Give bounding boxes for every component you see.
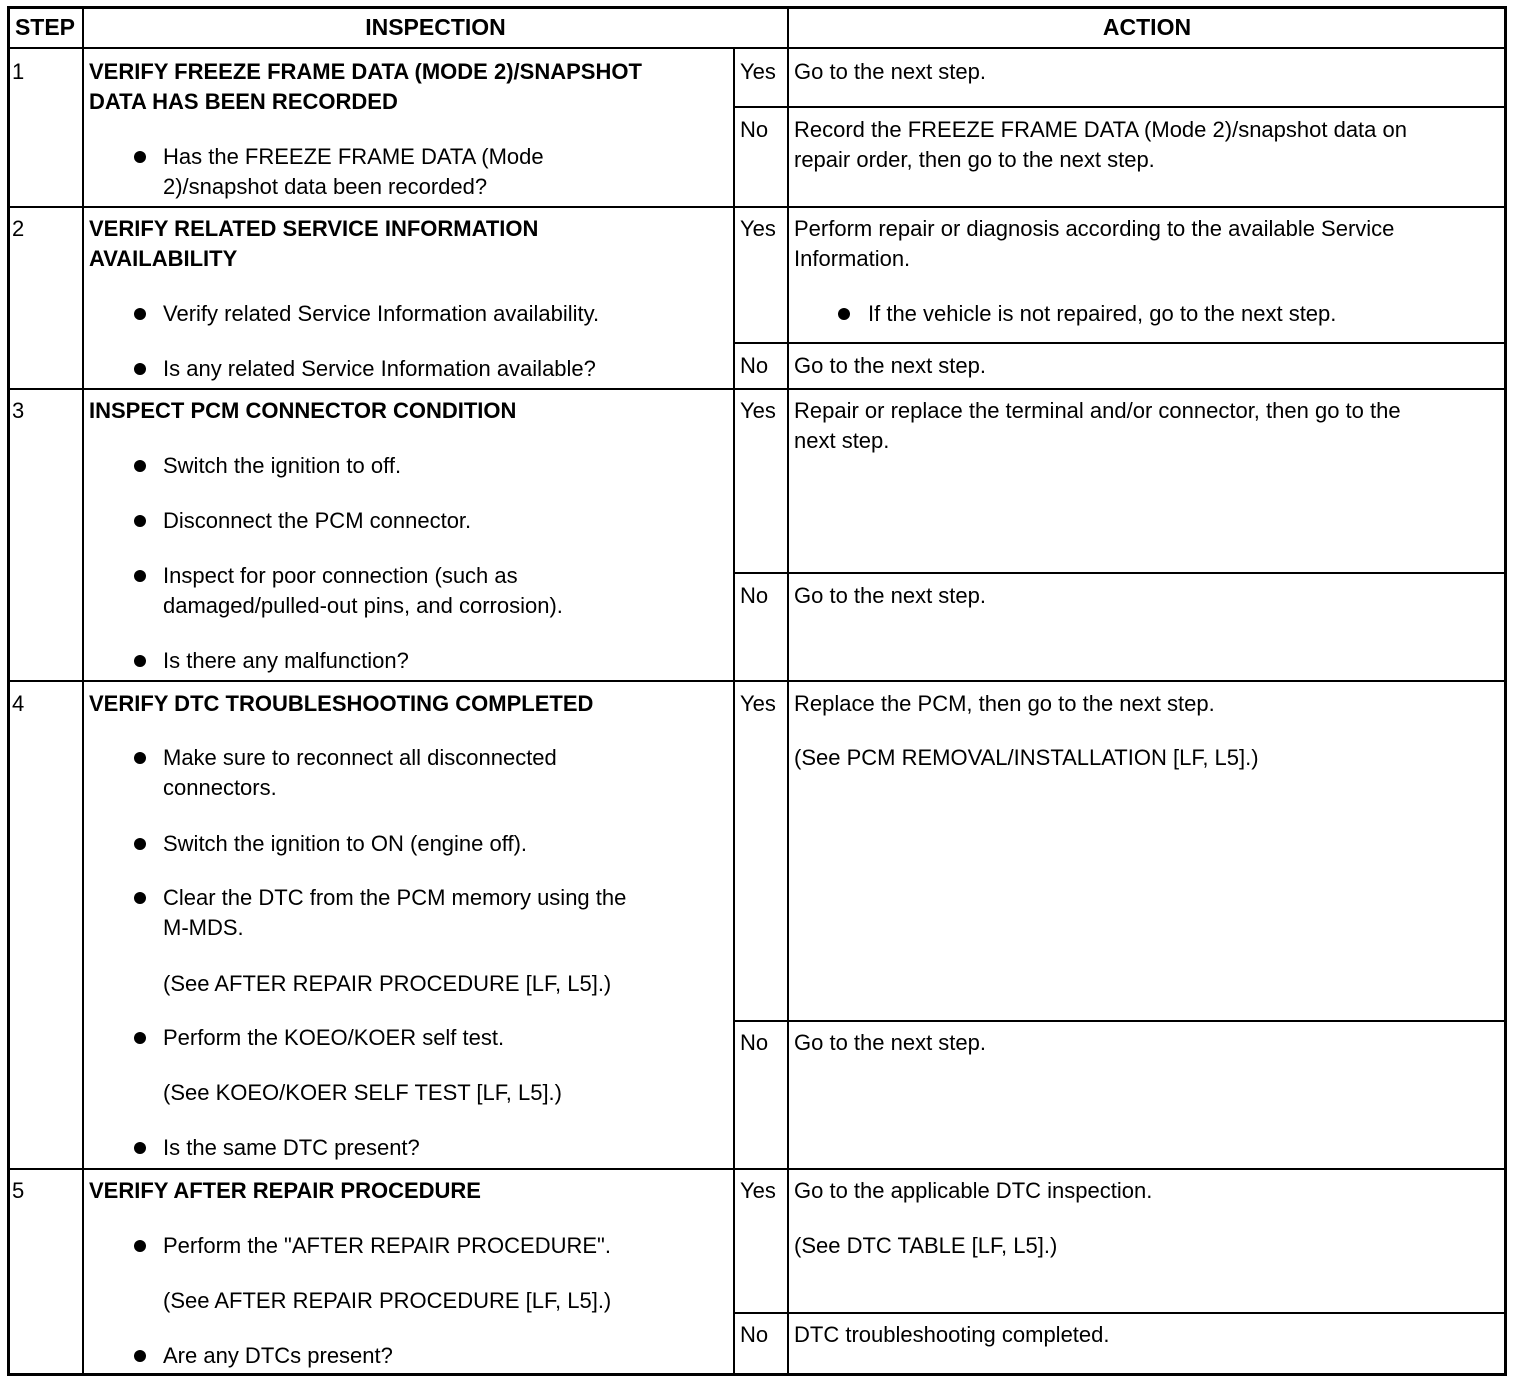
inspection-item: Disconnect the PCM connector. [163, 508, 472, 533]
inspection-item: Is there any malfunction? [163, 648, 409, 673]
step-number: 2 [12, 216, 25, 241]
bullet-icon [134, 151, 146, 163]
bullet-icon [134, 752, 146, 764]
no-action: Record the FREEZE FRAME DATA (Mode 2)/snapshot data on [794, 117, 1407, 142]
yes-action: Go to the next step. [794, 59, 987, 84]
header-inspection: INSPECTION [365, 14, 506, 40]
no-action: Go to the next step. [794, 583, 987, 608]
yes-label: Yes [740, 59, 776, 84]
inspection-item: damaged/pulled-out pins, and corrosion). [163, 593, 563, 618]
yes-action-reference: (See DTC TABLE [LF, L5].) [794, 1233, 1058, 1258]
step-title: VERIFY AFTER REPAIR PROCEDURE [89, 1178, 481, 1203]
yesno-divider-2 [734, 342, 1506, 344]
row-divider-1 [8, 206, 1506, 208]
no-action: repair order, then go to the next step. [794, 147, 1155, 172]
bullet-icon [134, 460, 146, 472]
bullet-icon [134, 308, 146, 320]
inspection-item: Has the FREEZE FRAME DATA (Mode [163, 144, 544, 169]
header-step: STEP [14, 14, 76, 40]
inspection-item: 2)/snapshot data been recorded? [163, 174, 488, 199]
step-title: AVAILABILITY [89, 246, 238, 271]
no-action: DTC troubleshooting completed. [794, 1322, 1110, 1347]
yesno-divider-3 [734, 572, 1506, 574]
step-title: VERIFY DTC TROUBLESHOOTING COMPLETED [89, 691, 594, 716]
inspection-item: M-MDS. [163, 915, 244, 940]
inspection-reference: (See AFTER REPAIR PROCEDURE [LF, L5].) [163, 1288, 612, 1313]
row-divider-3 [8, 680, 1506, 682]
yes-action: Perform repair or diagnosis according to the available Service [794, 216, 1395, 241]
yes-label: Yes [740, 691, 776, 716]
inspection-reference: (See KOEO/KOER SELF TEST [LF, L5].) [163, 1080, 562, 1105]
inspection-reference: (See AFTER REPAIR PROCEDURE [LF, L5].) [163, 971, 612, 996]
header-action: ACTION [1102, 14, 1192, 40]
yesno-divider-1 [734, 106, 1506, 108]
inspection-item: Are any DTCs present? [163, 1343, 393, 1368]
step-title: INSPECT PCM CONNECTOR CONDITION [89, 398, 517, 423]
yes-label: Yes [740, 216, 776, 241]
bullet-icon [134, 655, 146, 667]
step-title: VERIFY FREEZE FRAME DATA (MODE 2)/SNAPSHOT [89, 59, 642, 84]
inspection-item: Switch the ignition to off. [163, 453, 402, 478]
step-number: 1 [12, 59, 25, 84]
bullet-icon [134, 570, 146, 582]
yes-action: Repair or replace the terminal and/or connector, then go to the [794, 398, 1401, 423]
yes-action: Information. [794, 246, 911, 271]
yes-label: Yes [740, 398, 776, 423]
row-divider-header [8, 47, 1506, 49]
inspection-item: Switch the ignition to ON (engine off). [163, 831, 528, 856]
step-number: 5 [12, 1178, 25, 1203]
col-divider-inspection-yesno [733, 48, 735, 1375]
yes-action-bullet: If the vehicle is not repaired, go to the next step. [868, 301, 1337, 326]
bullet-icon [134, 1240, 146, 1252]
yes-label: Yes [740, 1178, 776, 1203]
no-label: No [740, 583, 769, 608]
inspection-item: Make sure to reconnect all disconnected [163, 745, 557, 770]
yes-action: next step. [794, 428, 890, 453]
bullet-icon [134, 838, 146, 850]
inspection-item: Is the same DTC present? [163, 1135, 420, 1160]
no-action: Go to the next step. [794, 353, 987, 378]
yes-action: Replace the PCM, then go to the next step. [794, 691, 1215, 716]
yesno-divider-5 [734, 1312, 1506, 1314]
row-divider-2 [8, 388, 1506, 390]
yesno-divider-4 [734, 1020, 1506, 1022]
no-label: No [740, 353, 769, 378]
no-action: Go to the next step. [794, 1030, 987, 1055]
step-number: 4 [12, 691, 25, 716]
inspection-item: Perform the KOEO/KOER self test. [163, 1025, 505, 1050]
bullet-icon [134, 1142, 146, 1154]
step-title: DATA HAS BEEN RECORDED [89, 89, 398, 114]
no-label: No [740, 1030, 769, 1055]
inspection-item: Clear the DTC from the PCM memory using the [163, 885, 627, 910]
inspection-item: connectors. [163, 775, 277, 800]
yes-action: Go to the applicable DTC inspection. [794, 1178, 1153, 1203]
step-number: 3 [12, 398, 25, 423]
yes-action-reference: (See PCM REMOVAL/INSTALLATION [LF, L5].) [794, 745, 1259, 770]
bullet-icon [134, 363, 146, 375]
no-label: No [740, 1322, 769, 1347]
bullet-icon [838, 308, 850, 320]
inspection-item: Inspect for poor connection (such as [163, 563, 518, 588]
step-title: VERIFY RELATED SERVICE INFORMATION [89, 216, 539, 241]
bullet-icon [134, 1350, 146, 1362]
bullet-icon [134, 892, 146, 904]
row-divider-4 [8, 1168, 1506, 1170]
no-label: No [740, 117, 769, 142]
inspection-item: Is any related Service Information available? [163, 356, 596, 381]
bullet-icon [134, 515, 146, 527]
inspection-item: Perform the "AFTER REPAIR PROCEDURE". [163, 1233, 611, 1258]
bullet-icon [134, 1032, 146, 1044]
inspection-item: Verify related Service Information availability. [163, 301, 600, 326]
